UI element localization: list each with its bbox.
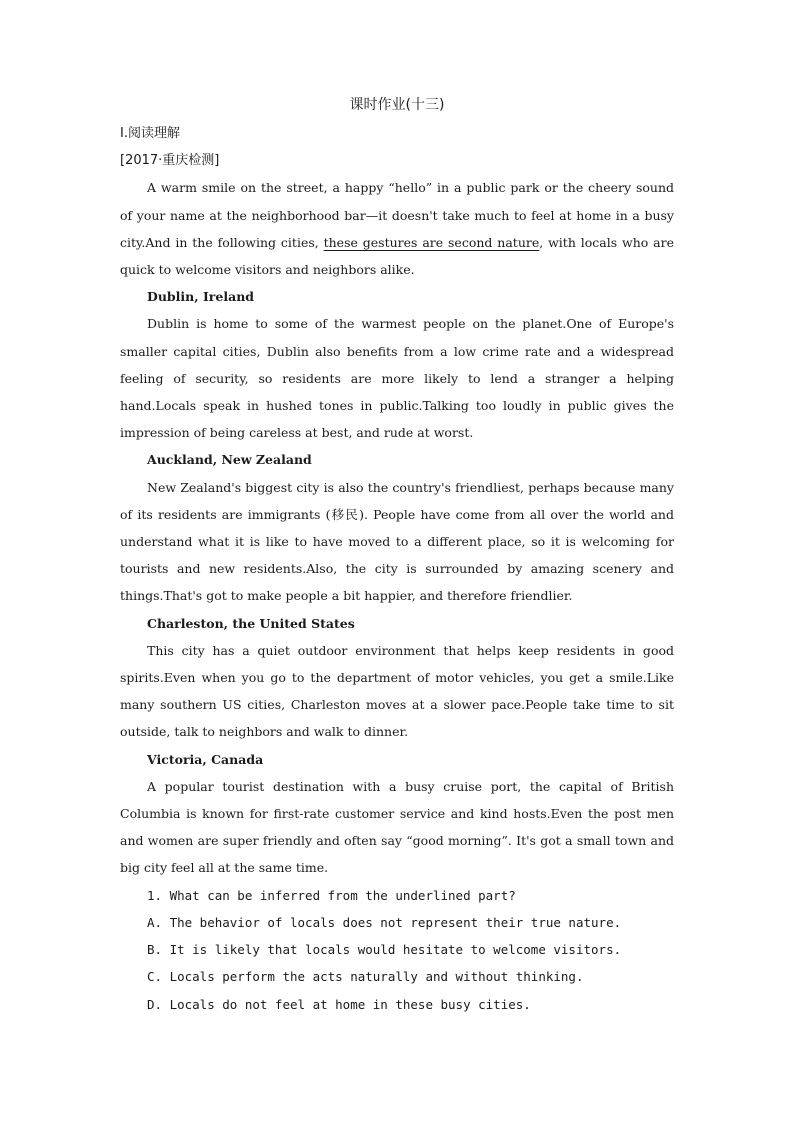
option-d: D. Locals do not feel at home in these busy cities. (147, 996, 531, 1012)
intro-paragraph (120, 174, 674, 283)
option-b: B. It is likely that locals would hesitate to welcome visitors. (147, 942, 622, 958)
intro-text-before: A warm smile on the street, a happy “hello” in a public park or the cheery sound of your name at the neighborhood bar—it doesn't take much to feel at home in a busy city.And in the following cities, (120, 180, 674, 250)
page-title: 课时作业(十三) (349, 97, 445, 113)
underlined-phrase: these gestures are second nature (323, 234, 540, 250)
city-heading-auckland: Auckland, New Zealand (147, 452, 312, 468)
option-c: C. Locals perform the acts naturally and without thinking. (147, 969, 584, 985)
city-paragraph-dublin: Dublin is home to some of the warmest people on the planet.One of Europe's smaller capital cities, Dublin also benefits from a low crime rate and a widespread feeling of security, so residents are more likely to lend a stranger a helping hand.Locals speak in hushed tones in public.Talking too loudly in public gives the impression of being careless at best, and rude at worst. (120, 316, 674, 441)
city-paragraph-auckland: New Zealand's biggest city is also the country's friendliest, perhaps because many of its residents are immigrants (移民). People have come from all over the world and understand what it is like to have moved to a different place, so it is welcoming for tourists and new residents.Also, the city is surrounded by amazing scenery and things.That's got to make people a bit happier, and therefore friendlier. (120, 479, 674, 604)
option-a: A. The behavior of locals does not represent their true nature. (147, 914, 622, 930)
question-stem: 1. What can be inferred from the underlined part? (147, 887, 516, 903)
city-heading-charleston: Charleston, the United States (147, 615, 355, 631)
city-heading-victoria: Victoria, Canada (147, 751, 264, 767)
worksheet-page (120, 93, 674, 1018)
intro-text-after: , with locals who are quick to welcome visitors and neighbors alike. (120, 234, 674, 278)
city-heading-dublin: Dublin, Ireland (147, 289, 255, 305)
section-heading: Ⅰ.阅读理解 (120, 126, 180, 141)
source-label: [2017·重庆检测] (120, 153, 220, 169)
city-paragraph-charleston: This city has a quiet outdoor environment that helps keep residents in good spirits.Even when you go to the department of motor vehicles, you get a smile.Like many southern US cities, Charleston moves at a slower pace.People take time to sit outside, talk to neighbors and walk to dinner. (120, 642, 674, 740)
city-paragraph-victoria: A popular tourist destination with a busy cruise port, the capital of British Columbia is known for first-rate customer service and kind hosts.Even the post men and women are super friendly and often say “good morning”. It's got a small town and big city feel all at the same time. (120, 778, 674, 876)
